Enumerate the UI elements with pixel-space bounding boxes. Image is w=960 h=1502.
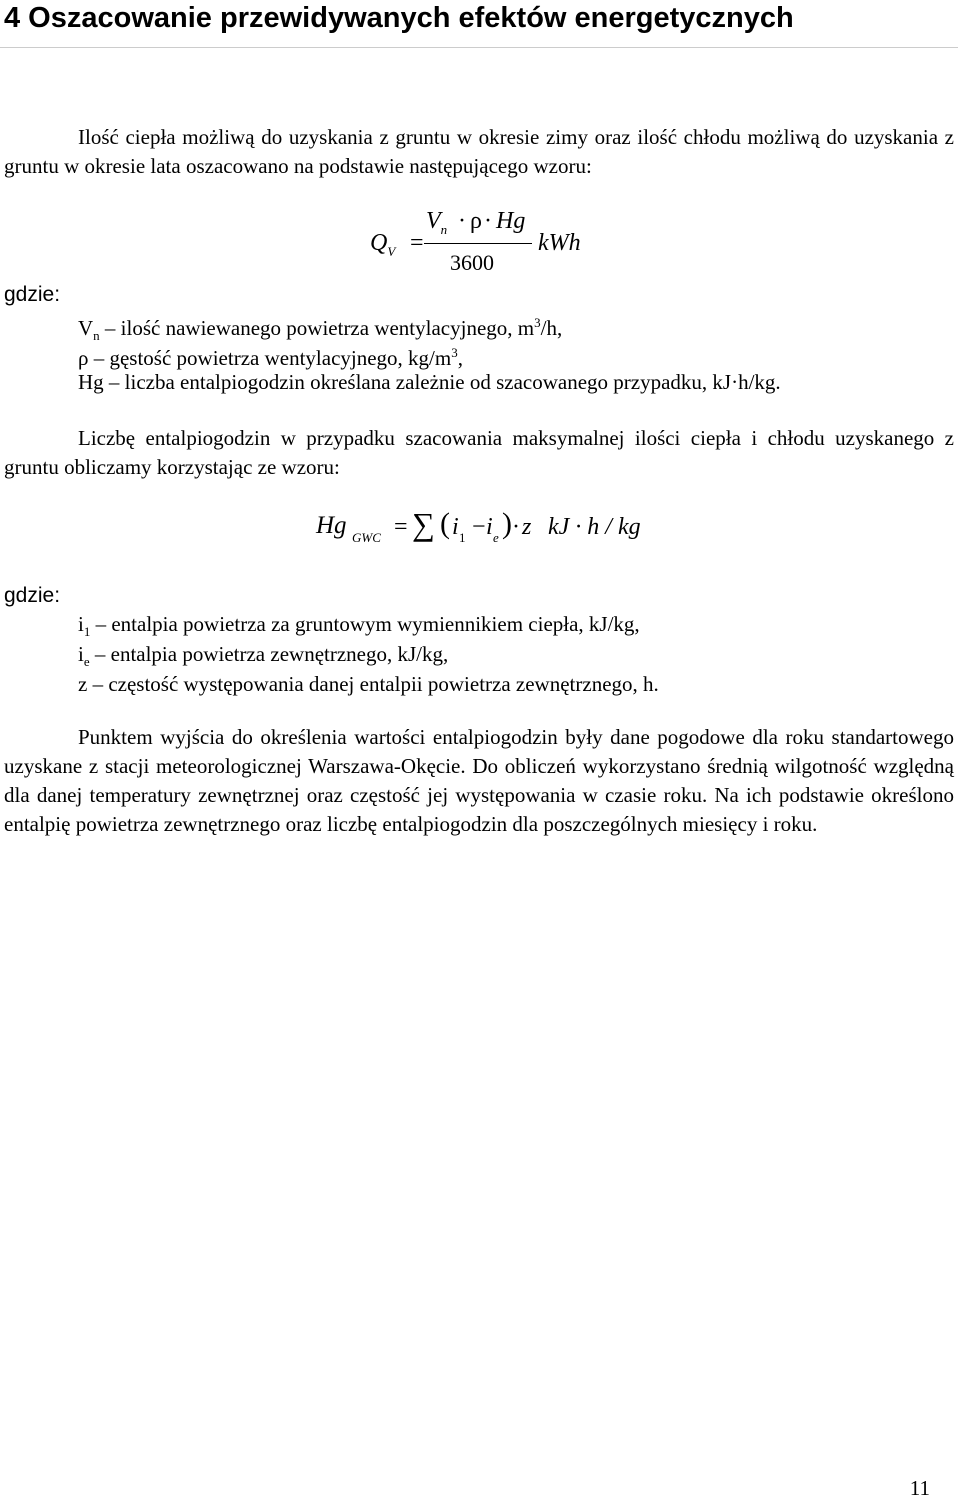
second-paragraph: Liczbę entalpiogodzin w przypadku szacowania maksymalnej ilości ciepła i chłodu uzyskanego z gruntu obliczamy korzystając ze wzoru:: [4, 426, 954, 479]
final-paragraph: Punktem wyjścia do określenia wartości entalpiogodzin były dane pogodowe dla roku standartowego uzyskane z stacji meteorologicznej Warszawa-Okęcie. Do obliczeń wykorzystano średnią wilgotność względną dla danej temperatury zewnętrznej oraz częstość jej występowania w czasie roku. Na ich podstawie określono entalpię powietrza zewnętrznego oraz liczbę entalpiogodzin dla poszczególnych miesięcy i roku.: [4, 725, 954, 836]
formula-hg-i1-sub: 1: [459, 530, 466, 545]
formula-hg-i1: i: [452, 514, 459, 540]
formula-qv-num-v: V: [426, 208, 441, 234]
formula-hg-equals: =: [394, 514, 408, 540]
definition-ie-symbol: i: [78, 642, 84, 666]
definition-vn-tail: /h,: [540, 316, 563, 340]
formula-hg-lhs: Hg: [316, 512, 347, 539]
intro-paragraph: Ilość ciepła możliwą do uzyskania z gruntu w okresie zimy oraz ilość chłodu możliwą do uzyskania z gruntu w okresie lata oszacowano na podstawie następującego wzoru:: [4, 125, 954, 178]
formula-qv-dot1: ·: [458, 208, 466, 234]
section-heading: 4 Oszacowanie przewidywanych efektów energetycznych: [4, 2, 794, 34]
page-number: 11: [909, 1476, 930, 1500]
definition-i1-symbol: i: [78, 612, 84, 636]
formula-qv-num-hg: Hg: [496, 208, 526, 234]
formula-hg-open-paren: (: [440, 507, 450, 540]
formula-qv-equals: =: [410, 230, 424, 256]
definition-rho-text: ρ – gęstość powietrza wentylacyjnego, kg/m: [78, 346, 452, 370]
where-label-1: gdzie:: [4, 283, 61, 306]
formula-hg-ie: i: [486, 514, 493, 540]
formula-qv-lhs-sub: V: [387, 243, 396, 259]
formula-hg-close-paren: ): [502, 507, 512, 540]
formula-qv-fraction-bar: [424, 243, 532, 244]
formula-qv-lhs: Q: [370, 230, 388, 256]
definition-vn-symbol: V: [78, 316, 94, 340]
definition-i1-sub: 1: [83, 624, 91, 640]
definition-z: z – częstość występowania danej entalpii powietrza zewnętrznego, h.: [78, 672, 659, 696]
formula-qv-denominator: 3600: [450, 250, 494, 275]
formula-qv-unit: kWh: [538, 230, 581, 256]
definition-rho-tail: ,: [457, 346, 463, 370]
formula-hg-dot: ·: [512, 514, 520, 540]
formula-hg-z: z: [522, 514, 532, 540]
definition-ie-text: – entalpia powietrza zewnętrznego, kJ/kg,: [89, 642, 449, 666]
where-label-2: gdzie:: [4, 584, 61, 607]
formula-hg-unit: kJ · h / kg: [548, 514, 641, 540]
formula-qv-rho: ρ: [470, 208, 482, 234]
heading-divider: [0, 47, 958, 48]
definition-i1-text: – entalpia powietrza za gruntowym wymiennikiem ciepła, kJ/kg,: [90, 612, 640, 636]
definition-ie-sub: e: [83, 654, 90, 670]
definition-rho-sup: 3: [451, 345, 458, 360]
definition-vn-text: – ilość nawiewanego powietrza wentylacyjnego, m: [99, 316, 535, 340]
formula-hg-sum: ∑: [412, 506, 435, 542]
formula-qv-num-v-sub: n: [440, 221, 448, 237]
formula-hg-ie-sub: e: [493, 530, 499, 545]
formula-qv-dot2: ·: [484, 208, 492, 234]
definition-vn-sup: 3: [534, 315, 541, 330]
definition-vn-sub: n: [93, 328, 100, 344]
formula-hg-lhs-sub: GWC: [352, 530, 381, 545]
definition-hg: Hg – liczba entalpiogodzin określana zależnie od szacowanego przypadku, kJ·h/kg.: [78, 370, 781, 394]
formula-hg-minus: −: [472, 514, 486, 540]
